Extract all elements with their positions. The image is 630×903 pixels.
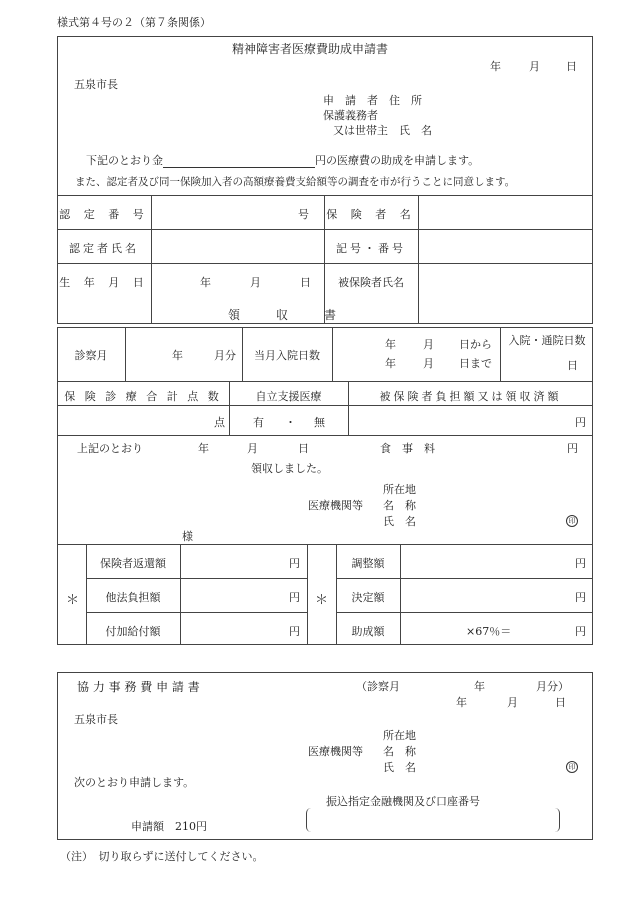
- divider: [86, 612, 307, 613]
- application-date-month: 月: [529, 60, 540, 73]
- footer-note: （注） 切り取らずに送付してください。: [60, 850, 264, 863]
- request-prefix: 下記のとおり金: [86, 154, 163, 167]
- coop-addressee: 五泉市長: [74, 713, 118, 726]
- visit-days-unit: 日: [567, 359, 578, 372]
- divider: [57, 229, 593, 230]
- divider: [418, 195, 419, 324]
- visit-year: 年: [172, 349, 183, 362]
- application-title: 精神障害者医療費助成申請書: [232, 42, 389, 56]
- birth-year: 年: [200, 276, 211, 289]
- decided-label: 決定額: [351, 591, 385, 604]
- cert-number-label: 認 定 番 号: [59, 208, 149, 221]
- application-date-day: 日: [566, 60, 577, 73]
- coop-date-year: 年: [456, 696, 467, 709]
- support-yes: 有: [253, 416, 264, 429]
- other-law-label: 他法負担額: [105, 591, 161, 604]
- from-month: 月: [423, 338, 434, 351]
- consent-statement: また、認定者及び同一保険加入者の高額療養費支給額等の調査を市が行うことに同意します。: [75, 176, 516, 188]
- coop-seal-text: 印: [566, 761, 578, 773]
- bank-account-label: 振込指定金融機関及び口座番号: [326, 795, 480, 808]
- coop-visit-year: 年: [474, 680, 485, 693]
- request-sentence: [86, 152, 479, 168]
- additional-benefit-unit: 円: [289, 625, 300, 638]
- right-asterisk: ＊: [315, 593, 329, 608]
- coop-person-label: 氏 名: [383, 761, 416, 774]
- subsidy-rate: ×67％＝: [466, 625, 512, 638]
- visit-month: 月分: [214, 349, 236, 362]
- admission-days-label: 当月入院日数: [254, 349, 320, 362]
- divider: [57, 435, 593, 436]
- divider: [180, 544, 181, 645]
- insurer-name-label: 保 険 者 名: [326, 208, 416, 221]
- location-label: 所在地: [383, 483, 416, 496]
- coop-visit-label: （診察月: [356, 680, 400, 693]
- divider: [332, 327, 333, 381]
- coop-institution-label: 医療機関等: [308, 745, 363, 758]
- divider: [57, 405, 593, 406]
- divider: [57, 544, 593, 545]
- receipt-year: 年: [198, 442, 209, 455]
- institution-label: 医療機関等: [308, 499, 363, 512]
- birth-month: 月: [250, 276, 261, 289]
- divider: [307, 544, 308, 645]
- divider: [57, 263, 593, 264]
- divider: [336, 578, 593, 579]
- amount-blank: [163, 156, 315, 168]
- left-asterisk: ＊: [66, 593, 80, 608]
- from-day: 日から: [459, 338, 492, 351]
- householder-name-label: 又は世帯主 氏 名: [333, 124, 432, 137]
- adjustment-label: 調整額: [351, 557, 385, 570]
- coop-statement: 次のとおり申請します。: [74, 776, 195, 789]
- receipt-month: 月: [247, 442, 258, 455]
- additional-benefit-label: 付加給付額: [105, 625, 161, 638]
- divider: [57, 195, 593, 196]
- seal-mark: [566, 513, 578, 527]
- divider: [151, 195, 152, 324]
- institution-name-label: 名 称: [383, 499, 416, 512]
- to-month: 月: [423, 357, 434, 370]
- coop-name-label: 名 称: [383, 745, 416, 758]
- cert-number-unit: 号: [298, 208, 309, 221]
- sama-label: 様: [182, 530, 193, 543]
- cert-holder-name-label: 認定者氏名: [69, 242, 139, 255]
- adjustment-unit: 円: [575, 557, 586, 570]
- meal-fee-label: 食 事 料: [380, 442, 435, 455]
- divider: [125, 327, 126, 381]
- other-law-unit: 円: [289, 591, 300, 604]
- coop-visit-month: 月分）: [536, 680, 569, 693]
- burden-unit: 円: [575, 416, 586, 429]
- divider: [336, 612, 593, 613]
- subsidy-label: 助成額: [351, 625, 385, 638]
- support-dot: ・: [285, 416, 296, 429]
- birth-date-label: 生 年 月 日: [59, 276, 149, 289]
- subsidy-unit: 円: [575, 625, 586, 638]
- visit-month-label: 診察月: [74, 349, 108, 362]
- meal-fee-unit: 円: [567, 442, 578, 455]
- visit-days-label: 入院・通院日数: [508, 334, 586, 347]
- receipt-heading: 領 収 書: [228, 308, 337, 322]
- divider: [86, 578, 307, 579]
- divider: [57, 381, 593, 382]
- applicant-address-label: 申 請 者 住 所: [323, 94, 422, 107]
- bank-account-bracket: [306, 808, 560, 832]
- coop-location-label: 所在地: [383, 729, 416, 742]
- points-unit: 点: [214, 416, 225, 429]
- to-day: 日まで: [459, 357, 492, 370]
- points-label: 保 険 診 療 合 計 点 数: [64, 390, 222, 403]
- refund-unit: 円: [289, 557, 300, 570]
- coop-date-month: 月: [507, 696, 518, 709]
- form-label: 様式第４号の２（第７条関係）: [57, 16, 211, 29]
- symbol-number-label: 記号・番号: [336, 242, 406, 255]
- divider: [400, 544, 401, 645]
- coop-date-day: 日: [555, 696, 566, 709]
- guardian-label: 保護義務者: [323, 109, 378, 122]
- to-year: 年: [385, 357, 396, 370]
- receipt-day: 日: [298, 442, 309, 455]
- support-label: 自立支援医療: [255, 390, 322, 403]
- as-above: 上記のとおり: [77, 442, 143, 455]
- birth-day: 日: [300, 276, 311, 289]
- application-date-year: 年: [490, 60, 501, 73]
- burden-label: 被保険者負担額又は領収済額: [379, 390, 562, 403]
- seal-text: 印: [566, 515, 578, 527]
- request-suffix: 円の医療費の助成を申請します。: [315, 154, 480, 167]
- from-year: 年: [385, 338, 396, 351]
- received-text: 領収しました。: [251, 462, 328, 475]
- coop-title: 協 力 事 務 費 申 請 書: [77, 680, 200, 694]
- coop-amount: 申請額 210円: [131, 820, 207, 833]
- addressee: 五泉市長: [74, 78, 118, 91]
- institution-person-label: 氏 名: [383, 515, 416, 528]
- insured-person-label: 被保険者氏名: [338, 276, 404, 289]
- refund-label: 保険者返還額: [100, 557, 166, 570]
- support-no: 無: [314, 416, 325, 429]
- decided-unit: 円: [575, 591, 586, 604]
- coop-seal-mark: [566, 759, 578, 773]
